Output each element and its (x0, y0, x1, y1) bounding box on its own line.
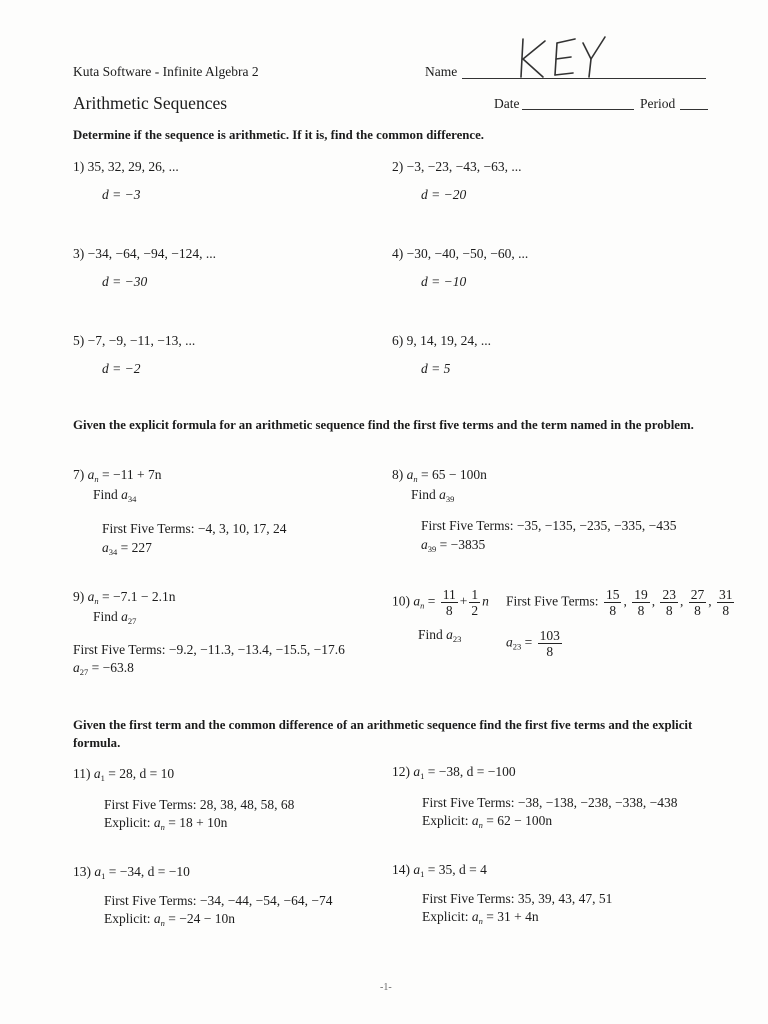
answer-2: d = −20 (421, 187, 467, 202)
page-number: -1- (380, 982, 392, 993)
section1-instruction: Determine if the sequence is arithmetic. If it is, find the common difference. (73, 128, 484, 142)
date-line (522, 109, 634, 110)
answer-3: d = −30 (102, 274, 148, 289)
problem-7-formula: 7) $a_n = -11 + 7n$ (73, 467, 162, 484)
answer-13-terms: First Five Terms: −34, −44, −54, −64, −74 (104, 893, 333, 908)
problem-2: 2) −3, −23, −43, −63, ... (392, 159, 522, 174)
answer-9-terms: First Five Terms: −9.2, −11.3, −13.4, −15.5, −17.6 (73, 642, 345, 657)
answer-4: d = −10 (421, 274, 467, 289)
period-label: Period (640, 96, 676, 111)
problem-9-formula: 9) $a_n = -7.1 - 2.1n$ (73, 589, 176, 606)
answer-7-terms: First Five Terms: −4, 3, 10, 17, 24 (102, 521, 287, 536)
problem-7-find: Find $a_{34}$ (93, 487, 137, 504)
problem-8-find: Find $a_{39}$ (411, 487, 455, 504)
answer-5: d = −2 (102, 361, 141, 376)
answer-10-terms: First Five Terms: $\frac{15}{8}$ , $\frac{19}{8}$ , $\frac{23}{8}$ , $\frac{27}{8}$ , $\frac{31}{8}$ (506, 587, 733, 618)
problem-8-formula: 8) $a_n = 65 - 100n$ (392, 467, 487, 484)
problem-13: 13) $a_1 = -34$, d = −10 (73, 864, 190, 881)
answer-7-term: $a_{34} = 227$ (102, 540, 152, 557)
section3-instruction: Given the first term and the common difference of an arithmetic sequence find the first five terms and the explicit formula. (73, 718, 693, 750)
problem-6: 6) 9, 14, 19, 24, ... (392, 333, 491, 348)
period-line (680, 109, 708, 110)
problem-12: 12) $a_1 = -38$, d = −100 (392, 764, 516, 781)
section2-instruction: Given the explicit formula for an arithmetic sequence find the first five terms and the term named in the problem. (73, 418, 694, 432)
answer-1: d = −3 (102, 187, 141, 202)
problem-3: 3) −34, −64, −94, −124, ... (73, 246, 216, 261)
answer-8-term: $a_{39} = -3835$ (421, 537, 486, 554)
page-title: Arithmetic Sequences (73, 93, 228, 113)
answer-10-term: $a_{23}$ = $\frac{103}{8}$ (506, 628, 560, 659)
answer-14-explicit: Explicit: $a_n = 31 + 4n$ (422, 909, 539, 926)
problem-10-formula: 10) $a_n$ = $\frac{11}{8}$ + $\frac{1}{2}$ n (392, 587, 489, 618)
problem-14: 14) $a_1 = 35$, d = 4 (392, 862, 487, 879)
problem-1: 1) 35, 32, 29, 26, ... (73, 159, 179, 174)
answer-11-terms: First Five Terms: 28, 38, 48, 58, 68 (104, 797, 295, 812)
handwritten-key (515, 33, 615, 83)
answer-14-terms: First Five Terms: 35, 39, 43, 47, 51 (422, 891, 613, 906)
answer-12-terms: First Five Terms: −38, −138, −238, −338, −438 (422, 795, 678, 810)
problem-5: 5) −7, −9, −11, −13, ... (73, 333, 196, 348)
answer-8-terms: First Five Terms: −35, −135, −235, −335, −435 (421, 518, 677, 533)
problem-4: 4) −30, −40, −50, −60, ... (392, 246, 529, 261)
answer-9-term: $a_{27} = -63.8$ (73, 660, 134, 677)
problem-10-find: Find $a_{23}$ (418, 627, 462, 644)
answer-12-explicit: Explicit: $a_n = 62 - 100n$ (422, 813, 553, 830)
date-label: Date (494, 96, 520, 111)
answer-13-explicit: Explicit: $a_n = -24 - 10n$ (104, 911, 235, 928)
publisher-label: Kuta Software - Infinite Algebra 2 (73, 64, 259, 79)
problem-11: 11) $a_1 = 28$, d = 10 (73, 766, 175, 783)
answer-6: d = 5 (421, 361, 451, 376)
name-label: Name (425, 64, 458, 79)
answer-11-explicit: Explicit: $a_n = 18 + 10n$ (104, 815, 228, 832)
problem-9-find: Find $a_{27}$ (93, 609, 137, 626)
